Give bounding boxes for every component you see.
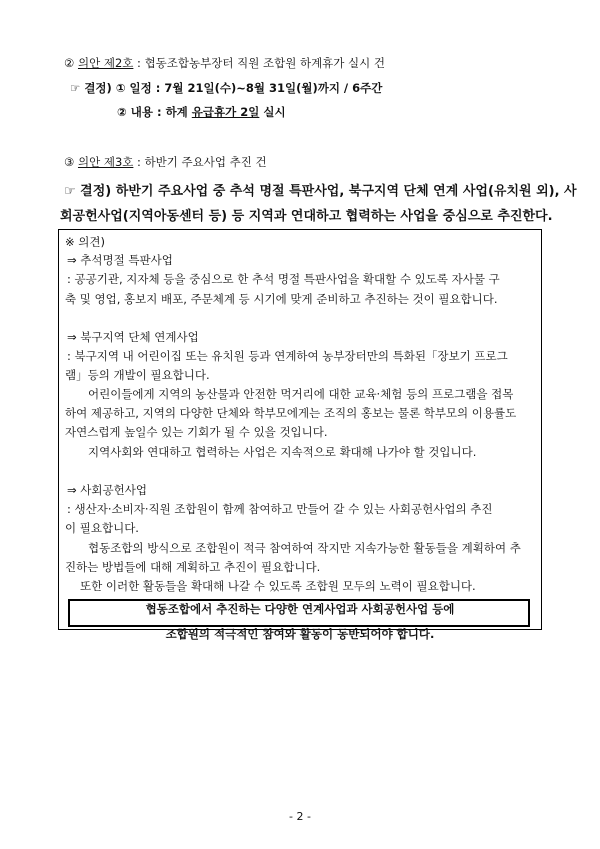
item2-schedule: ① 일정 : 7월 21일(수)~8월 31일(월)까지 / 6주간 [115,81,383,95]
item2-content-underlined: 유급휴가 2일 [191,105,260,119]
section-social-line-4: 진하는 방법들에 대해 계획하고 추진이 필요합니다. [65,560,321,574]
section-social-title: ⇒ 사회공헌사업 [67,483,147,497]
section-social-line-1: : 생산자·소비자·직원 조합원이 함께 참여하고 만들어 갈 수 있는 사회공헌사업의 추진 [67,502,493,516]
item2-decision-prefix: ☞ 결정) [70,81,112,95]
item2-content-suffix: 실시 [259,105,286,119]
item2-content-prefix: ② 내용 : 하계 [117,105,192,119]
item2-decision [70,80,382,96]
emphasis-line-2: 조합원의 적극적인 참여와 활동이 동반되어야 합니다. [165,627,435,641]
section-chuseok-line-1: : 공공기관, 지자체 등을 중심으로 한 추석 명절 특판사업을 확대할 수 있도록 자사물 구 [67,272,500,286]
section-chuseok-title: ⇒ 추석명절 특판사업 [67,253,173,267]
section-social-line-2: 이 필요합니다. [65,521,139,535]
section-bukgu-line-5: 자연스럽게 높일수 있는 기회가 될 수 있을 것입니다. [65,425,328,439]
item2-number: ② [64,56,75,70]
section-bukgu-line-1: : 북구지역 내 어린이집 또는 유치원 등과 연계하여 농부장터만의 특화된「장보기 프로그 [67,349,508,363]
section-bukgu-title: ⇒ 북구지역 단체 연계사업 [67,330,199,344]
emphasis-line-1: 협동조합에서 추진하는 다양한 연계사업과 사회공헌사업 등에 [145,602,455,616]
item3-label: 의안 제3호 [77,155,134,169]
section-bukgu-line-4: 하여 제공하고, 지역의 다양한 단체와 학부모에게는 조직의 홍보는 물론 학부모의 이용률도 [65,406,517,420]
item2-title: : 협동조합농부장터 직원 조합원 하계휴가 실시 건 [137,56,386,70]
item2-heading [64,55,385,71]
section-bukgu-line-3: 어린이들에게 지역의 농산물과 안전한 먹거리에 대한 교육·체험 등의 프로그램을 접목 [88,387,514,401]
item2-content [117,104,286,120]
section-bukgu-line-2: 램」등의 개발이 필요합니다. [65,368,210,382]
item3-heading [64,154,267,170]
item3-decision-line-1: ☞ 결정) 하반기 주요사업 중 추석 명절 특판사업, 북구지역 단체 연계 사업(유치원 외), 사 [64,184,577,199]
item3-number: ③ [64,155,75,169]
section-bukgu-line-6: 지역사회와 연대하고 협력하는 사업은 지속적으로 확대해 나가야 할 것입니다. [88,445,477,459]
page-number: - 2 - [289,810,311,823]
item3-title: : 하반기 주요사업 추진 건 [137,155,267,169]
section-chuseok-line-2: 축 및 영업, 홍보지 배포, 주문체계 등 시기에 맞게 준비하고 추진하는 것이 필요합니다. [65,292,498,306]
item3-decision-line-2: 회공헌사업(지역아동센터 등) 등 지역과 연대하고 협력하는 사업을 중심으로 추진한다. [60,209,553,224]
item2-label: 의안 제2호 [77,56,134,70]
section-social-line-3: 협동조합의 방식으로 조합원이 적극 참여하여 작지만 지속가능한 활동들을 계획하여 추 [88,541,521,555]
section-social-line-5: 또한 이러한 활동들을 확대해 나갈 수 있도록 조합원 모두의 노력이 필요합니다. [80,579,476,593]
opinion-header: ※ 의견) [65,235,105,249]
